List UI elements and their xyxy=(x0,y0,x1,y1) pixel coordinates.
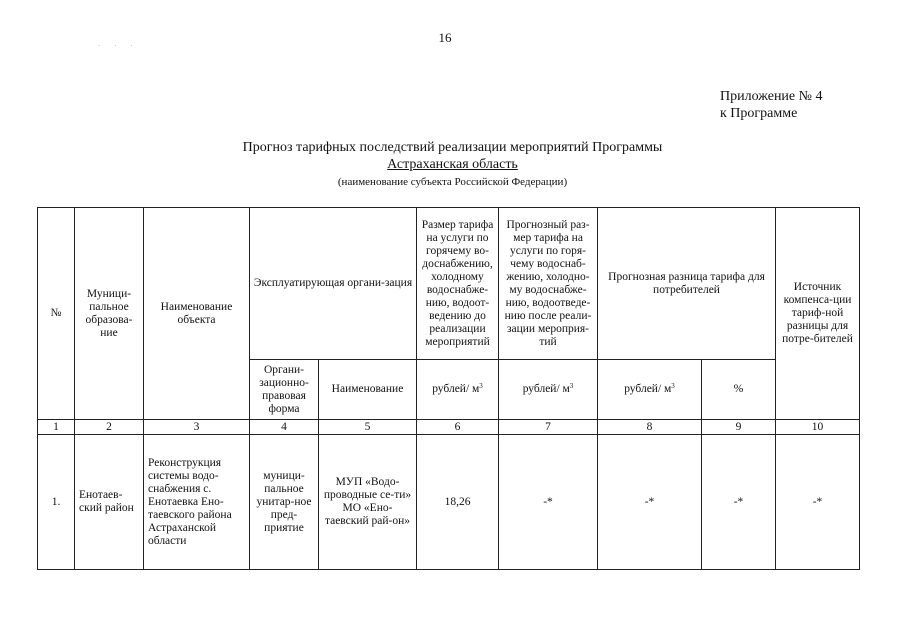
unit-sup: 3 xyxy=(479,382,483,390)
header-org-form: Органи-зационно-правовая форма xyxy=(250,360,319,420)
region-note: (наименование субъекта Российской Федерации) xyxy=(337,176,568,188)
unit-text: рублей/ м xyxy=(522,383,570,395)
column-number: 8 xyxy=(598,420,702,435)
table-row xyxy=(38,435,860,570)
page-number: 16 xyxy=(438,30,452,45)
column-number: 6 xyxy=(417,420,499,435)
header-difference: Прогнозная разница тарифа для потребителей xyxy=(598,208,776,360)
tariff-table xyxy=(37,207,860,570)
unit-text: рублей/ м xyxy=(624,383,672,395)
header-percent: % xyxy=(702,360,776,420)
document-title: Прогноз тарифных последствий реализации мероприятий Программы xyxy=(242,140,663,155)
header-row-1 xyxy=(38,208,860,360)
appendix-line2: к Программе xyxy=(720,106,798,121)
column-number: 1 xyxy=(38,420,75,435)
header-operator: Эксплуатирующая органи-зация xyxy=(250,208,417,360)
cell-diff-pct: -* xyxy=(702,435,776,570)
region-name: Астраханская область xyxy=(387,157,518,172)
column-number: 10 xyxy=(776,420,860,435)
column-number: 7 xyxy=(499,420,598,435)
cell-tariff-after: -* xyxy=(499,435,598,570)
cell-org-form: муници-пальное унитар-ное пред-приятие xyxy=(250,435,319,570)
header-unit-after xyxy=(499,360,598,420)
unit-sup: 3 xyxy=(671,382,675,390)
column-number-row xyxy=(38,420,860,435)
appendix-line1: Приложение № 4 xyxy=(720,89,823,104)
column-number: 5 xyxy=(319,420,417,435)
cell-source: -* xyxy=(776,435,860,570)
cell-diff-rub: -* xyxy=(598,435,702,570)
column-number: 4 xyxy=(250,420,319,435)
cell-object: Реконструкция системы водо-снабжения с. Енотаевка Ено-таевского района Астраханской области xyxy=(144,435,250,570)
header-municipality: Муници-пальное образова-ние xyxy=(75,208,144,420)
header-org-name: Наименование xyxy=(319,360,417,420)
cell-municipality: Енотаев-ский район xyxy=(75,435,144,570)
region-line xyxy=(0,157,905,173)
header-source: Источник компенса-ции тариф-ной разницы для потре-бителей xyxy=(776,208,860,420)
cell-org-name: МУП «Водо-проводные се-ти» МО «Ено-таевский рай-он» xyxy=(319,435,417,570)
scan-specks: · · · xyxy=(98,42,139,50)
column-number: 3 xyxy=(144,420,250,435)
header-unit-diff xyxy=(598,360,702,420)
unit-text: рублей/ м xyxy=(432,383,480,395)
header-tariff-after: Прогнозный раз-мер тарифа на услуги по горя-чему водоснаб-жению, холодно-му водоснабже-нию, водоотведе-нию после реали-зации мероприя-тий xyxy=(499,208,598,360)
unit-sup: 3 xyxy=(569,382,574,390)
header-no: № xyxy=(38,208,75,420)
cell-tariff-before: 18,26 xyxy=(417,435,499,570)
column-number: 9 xyxy=(702,420,776,435)
header-tariff-before: Размер тарифа на услуги по горячему во-доснабжению, холодному водоснабже-нию, водоот-ведению до реализации мероприятий xyxy=(417,208,499,360)
header-unit-before xyxy=(417,360,499,420)
appendix-note xyxy=(720,88,823,122)
cell-no: 1. xyxy=(38,435,75,570)
header-object: Наименование объекта xyxy=(144,208,250,420)
column-number: 2 xyxy=(75,420,144,435)
